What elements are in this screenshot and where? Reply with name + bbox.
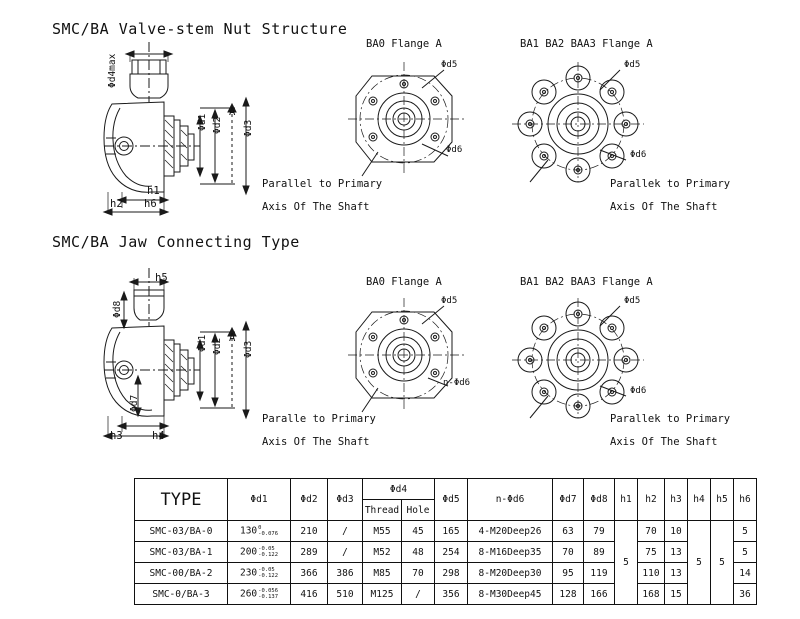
- cell-d3: /: [328, 521, 363, 542]
- header-d4: Φd4: [363, 479, 435, 500]
- table-row: [135, 542, 757, 563]
- cell-d1-base: 230: [239, 567, 258, 579]
- cell-d3: /: [328, 542, 363, 563]
- header-type: TYPE: [135, 479, 228, 521]
- note-parallel-primary-1: Parallel to Primary: [262, 178, 383, 190]
- header-d2: Φd2: [291, 479, 328, 521]
- spec-table: [134, 478, 757, 605]
- cell-nd6: 8-M16Deep35: [468, 542, 553, 563]
- flange-label-ba123-bottom: BA1 BA2 BAA3 Flange A: [520, 276, 653, 288]
- label-d5-ba123-top: Φd5: [624, 60, 641, 70]
- label-h5-s2: h5: [155, 272, 168, 284]
- cell-d7: 95: [553, 563, 584, 584]
- label-d3-s2: Φd3: [243, 340, 254, 358]
- cell-h2: 168: [638, 584, 665, 605]
- cell-d1: [228, 521, 291, 542]
- cell-d2: 416: [291, 584, 328, 605]
- label-d6-ba123-bottom: Φd6: [630, 386, 647, 396]
- cell-d1-base: 260: [239, 588, 258, 600]
- cell-d3: 510: [328, 584, 363, 605]
- cell-d7: 63: [553, 521, 584, 542]
- cell-d8: 79: [584, 521, 615, 542]
- section-title-jaw-connecting: SMC/BA Jaw Connecting Type: [52, 233, 300, 251]
- cell-d5: 165: [435, 521, 468, 542]
- note-parallel-primary-3: Paralle to Primary: [262, 413, 376, 425]
- label-d1-s1: Φd1: [197, 113, 208, 131]
- cell-d4-hole: 48: [402, 542, 435, 563]
- flange-label-ba0-top: BA0 Flange A: [366, 38, 442, 50]
- label-d1-s2: Φd1: [197, 334, 208, 352]
- note-parallel-primary-2: Parallek to Primary: [610, 178, 731, 190]
- jaw-connecting-cross-section-drawing: [60, 262, 290, 447]
- cell-nd6: 4-M20Deep26: [468, 521, 553, 542]
- label-d4max-s1: Φd4max: [107, 53, 118, 88]
- cell-h2: 75: [638, 542, 665, 563]
- cell-d2: 289: [291, 542, 328, 563]
- cell-d5: 254: [435, 542, 468, 563]
- note-axis-shaft-2: Axis Of The Shaft: [610, 201, 718, 213]
- header-d8: Φd8: [584, 479, 615, 521]
- header-h5: h5: [711, 479, 734, 521]
- flange-label-ba0-bottom: BA0 Flange A: [366, 276, 442, 288]
- label-d7-s2: Φd7: [129, 394, 140, 412]
- header-d1: Φd1: [228, 479, 291, 521]
- cell-d7: 128: [553, 584, 584, 605]
- cell-d4-thread: M52: [363, 542, 402, 563]
- cell-d1: [228, 584, 291, 605]
- label-nd6-ba0-bottom: n-Φd6: [443, 378, 471, 388]
- cell-d1-tol-up: -0.056: [258, 588, 279, 594]
- table-header-row-1: [135, 479, 757, 500]
- cell-d4-hole: 45: [402, 521, 435, 542]
- cell-d1-tol-up: 0: [258, 525, 262, 531]
- cell-nd6: 8-M30Deep45: [468, 584, 553, 605]
- cell-type: SMC-03/BA-1: [135, 542, 228, 563]
- cell-h6: 5: [734, 521, 757, 542]
- label-d8-s2: Φd8: [112, 300, 123, 318]
- cell-d1-tol-dn: -0.122: [258, 573, 279, 579]
- header-h6: h6: [734, 479, 757, 521]
- cell-d4-hole: 70: [402, 563, 435, 584]
- header-d4-thread: Thread: [363, 500, 402, 521]
- ba0-flange-drawing-bottom: [348, 292, 478, 417]
- cell-d4-hole: /: [402, 584, 435, 605]
- label-h4-s2: h4: [152, 430, 165, 442]
- cell-h3: 15: [665, 584, 688, 605]
- valve-stem-cross-section-drawing: [60, 42, 290, 227]
- cell-nd6: 8-M20Deep30: [468, 563, 553, 584]
- cell-h2: 70: [638, 521, 665, 542]
- cell-d1-base: 130: [239, 525, 258, 537]
- cell-h3: 13: [665, 542, 688, 563]
- label-d5-ba0-bottom: Φd5: [441, 296, 458, 306]
- cell-h3: 10: [665, 521, 688, 542]
- label-h6-s1: h6: [144, 198, 157, 210]
- cell-d5: 298: [435, 563, 468, 584]
- header-nd6: n-Φd6: [468, 479, 553, 521]
- cell-d8: 166: [584, 584, 615, 605]
- label-section-a-s2: A: [229, 332, 236, 344]
- label-d2-s2: Φd2: [212, 337, 223, 355]
- header-d3: Φd3: [328, 479, 363, 521]
- ba123-flange-drawing-bottom: [508, 292, 658, 420]
- cell-h4: 5: [688, 521, 711, 605]
- header-d7: Φd7: [553, 479, 584, 521]
- section-title-valve-stem: SMC/BA Valve-stem Nut Structure: [52, 20, 348, 38]
- cell-h5: 5: [711, 521, 734, 605]
- cell-d5: 356: [435, 584, 468, 605]
- cell-d1: [228, 542, 291, 563]
- cell-type: SMC-03/BA-0: [135, 521, 228, 542]
- spec-table-wrap: [134, 478, 757, 605]
- label-d5-ba123-bottom: Φd5: [624, 296, 641, 306]
- header-d4-hole: Hole: [402, 500, 435, 521]
- cell-h2: 110: [638, 563, 665, 584]
- note-axis-shaft-3: Axis Of The Shaft: [262, 436, 370, 448]
- cell-d3: 386: [328, 563, 363, 584]
- cell-d8: 119: [584, 563, 615, 584]
- cell-d1: [228, 563, 291, 584]
- header-d5: Φd5: [435, 479, 468, 521]
- cell-d1-tol-dn: -0.122: [258, 552, 279, 558]
- header-h1: h1: [615, 479, 638, 521]
- cell-d8: 89: [584, 542, 615, 563]
- cell-d1-base: 200: [239, 546, 258, 558]
- flange-label-ba123-top: BA1 BA2 BAA3 Flange A: [520, 38, 653, 50]
- label-h1-s1: h1: [147, 185, 160, 197]
- cell-type: SMC-0/BA-3: [135, 584, 228, 605]
- note-parallel-primary-4: Parallek to Primary: [610, 413, 731, 425]
- cell-d1-tol-up: -0.05: [258, 546, 275, 552]
- cell-d2: 366: [291, 563, 328, 584]
- cell-h6: 36: [734, 584, 757, 605]
- label-d2-s1: Φd2: [212, 116, 223, 134]
- note-axis-shaft-1: Axis Of The Shaft: [262, 201, 370, 213]
- cell-type: SMC-00/BA-2: [135, 563, 228, 584]
- cell-d4-thread: M55: [363, 521, 402, 542]
- cell-d2: 210: [291, 521, 328, 542]
- cell-d1-tol-dn: -0.137: [258, 594, 279, 600]
- cell-h6: 14: [734, 563, 757, 584]
- table-row: [135, 563, 757, 584]
- cell-h1: 5: [615, 521, 638, 605]
- cell-d4-thread: M125: [363, 584, 402, 605]
- label-h3-s2: h3: [110, 430, 123, 442]
- ba0-flange-drawing-top: [348, 56, 478, 181]
- label-d6-ba123-top: Φd6: [630, 150, 647, 160]
- label-d5-ba0-top: Φd5: [441, 60, 458, 70]
- cell-h3: 13: [665, 563, 688, 584]
- cell-d4-thread: M85: [363, 563, 402, 584]
- cell-d7: 70: [553, 542, 584, 563]
- label-section-a-s1: A: [229, 106, 236, 118]
- cell-d1-tol-up: -0.05: [258, 567, 275, 573]
- table-row: [135, 584, 757, 605]
- cell-h6: 5: [734, 542, 757, 563]
- label-d6-ba0-top: Φd6: [446, 145, 463, 155]
- header-h2: h2: [638, 479, 665, 521]
- note-axis-shaft-4: Axis Of The Shaft: [610, 436, 718, 448]
- label-h2-s1: h2: [110, 198, 123, 210]
- ba123-flange-drawing-top: [508, 56, 658, 184]
- cell-d1-tol-dn: -0.076: [258, 531, 279, 537]
- label-d3-s1: Φd3: [243, 119, 254, 137]
- header-h4: h4: [688, 479, 711, 521]
- table-row: [135, 521, 757, 542]
- header-h3: h3: [665, 479, 688, 521]
